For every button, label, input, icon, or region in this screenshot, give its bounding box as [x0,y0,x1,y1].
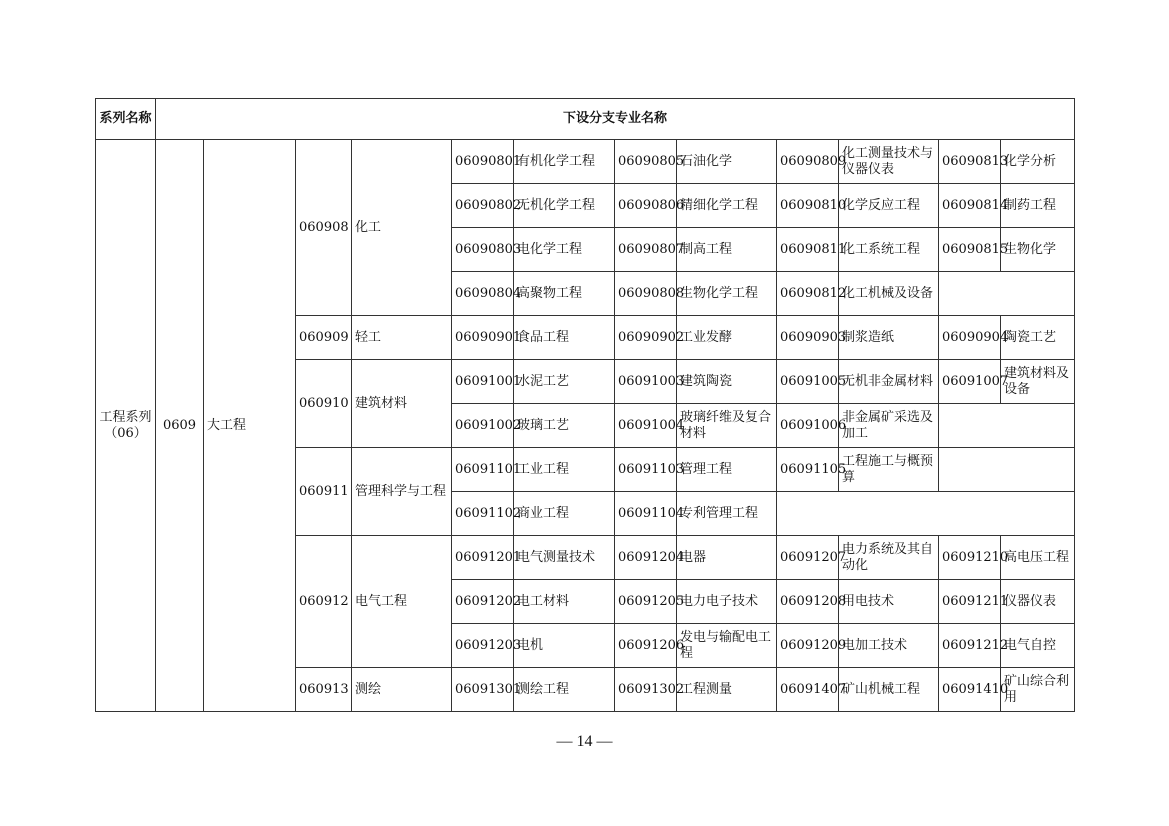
specialty-name-cell: 发电与输配电工程 [677,624,777,668]
specialty-code-cell: 06090801 [452,140,514,184]
specialty-code-cell: 06091212 [939,624,1001,668]
specialty-code-cell: 06090815 [939,228,1001,272]
specialty-name-cell: 电气自控 [1001,624,1075,668]
specialty-name-cell: 高电压工程 [1001,536,1075,580]
specialty-name-cell: 石油化学 [677,140,777,184]
specialty-code-cell: 06091302 [615,668,677,712]
specialty-name-cell: 生物化学工程 [677,272,777,316]
specialty-name-cell: 电力系统及其自动化 [839,536,939,580]
series-code-cell: 0609 [156,140,204,712]
specialty-name-cell: 精细化学工程 [677,184,777,228]
specialty-code-cell: 06091105 [777,448,839,492]
specialty-name-cell: 陶瓷工艺 [1001,316,1075,360]
specialty-code-cell: 06091206 [615,624,677,668]
specialty-name-cell: 化学分析 [1001,140,1075,184]
specialty-name-cell: 玻璃纤维及复合材料 [677,404,777,448]
specialty-code-cell: 06090812 [777,272,839,316]
specialty-code-cell: 06091209 [777,624,839,668]
specialty-name-cell: 工业工程 [514,448,615,492]
specialty-name-cell: 用电技术 [839,580,939,624]
specialty-name-cell: 无机非金属材料 [839,360,939,404]
specialty-code-cell: 06091005 [777,360,839,404]
specialty-name-cell: 商业工程 [514,492,615,536]
series-category-cell: 大工程 [204,140,296,712]
specialty-name-cell: 电机 [514,624,615,668]
specialty-code-cell: 06090809 [777,140,839,184]
header-series-name: 系列名称 [96,99,156,140]
specialty-code-cell: 06090904 [939,316,1001,360]
specialty-code-cell: 06091102 [452,492,514,536]
specialty-code-cell: 06091104 [615,492,677,536]
specialty-name-cell: 水泥工艺 [514,360,615,404]
series-name-cell: 工程系列（06） [96,140,156,712]
table-header-row [96,99,1075,140]
specialty-name-cell: 仪器仪表 [1001,580,1075,624]
specialty-code-cell: 06091301 [452,668,514,712]
specialty-name-cell: 专利管理工程 [677,492,777,536]
specialty-name-cell: 玻璃工艺 [514,404,615,448]
specialty-code-cell: 06091004 [615,404,677,448]
specialty-code-cell: 06091205 [615,580,677,624]
specialty-name-cell: 工程测量 [677,668,777,712]
specialty-name-cell: 化工系统工程 [839,228,939,272]
specialty-name-cell: 食品工程 [514,316,615,360]
specialty-name-cell: 制药工程 [1001,184,1075,228]
specialty-code-cell: 06090901 [452,316,514,360]
specialty-code-cell: 06091210 [939,536,1001,580]
group-name-cell: 电气工程 [352,536,452,668]
specialty-code-cell: 06091204 [615,536,677,580]
specialty-code-cell: 06091101 [452,448,514,492]
group-code-cell: 060910 [296,360,352,448]
specialty-name-cell: 有机化学工程 [514,140,615,184]
specialty-code-cell: 06090810 [777,184,839,228]
group-name-cell: 化工 [352,140,452,316]
header-sub-specialty-name: 下设分支专业名称 [156,99,1075,140]
specialty-code-cell: 06091203 [452,624,514,668]
specialty-name-cell: 非金属矿采选及加工 [839,404,939,448]
specialty-code-cell: 06091208 [777,580,839,624]
group-code-cell: 060908 [296,140,352,316]
specialty-name-cell: 矿山综合利用 [1001,668,1075,712]
specialty-name-cell: 工业发酵 [677,316,777,360]
specialty-code-cell: 06090808 [615,272,677,316]
specialty-name-cell: 电力电子技术 [677,580,777,624]
specialty-code-cell: 06091207 [777,536,839,580]
group-code-cell: 060913 [296,668,352,712]
specialty-name-cell: 矿山机械工程 [839,668,939,712]
specialty-name-cell: 化工机械及设备 [839,272,939,316]
specialty-code-cell: 06090813 [939,140,1001,184]
specialty-code-cell: 06090814 [939,184,1001,228]
specialty-name-cell: 化学反应工程 [839,184,939,228]
specialty-code-cell: 06091407 [777,668,839,712]
specialty-code-cell: 06090803 [452,228,514,272]
specialty-code-cell: 06091202 [452,580,514,624]
specialty-code-cell: 06091006 [777,404,839,448]
group-code-cell: 060911 [296,448,352,536]
group-name-cell: 测绘 [352,668,452,712]
specialty-name-cell: 化工测量技术与仪器仪表 [839,140,939,184]
specialty-name-cell: 建筑材料及设备 [1001,360,1075,404]
specialty-code-cell: 06091003 [615,360,677,404]
specialty-name-cell: 生物化学 [1001,228,1075,272]
specialty-name-cell: 管理工程 [677,448,777,492]
specialty-name-cell: 测绘工程 [514,668,615,712]
specialty-name-cell: 电加工技术 [839,624,939,668]
specialty-code-cell: 06090802 [452,184,514,228]
empty-cell [939,272,1075,316]
specialty-name-cell: 电化学工程 [514,228,615,272]
specialty-code-cell: 06091007 [939,360,1001,404]
specialty-name-cell: 制浆造纸 [839,316,939,360]
specialty-code-cell: 06091410 [939,668,1001,712]
specialty-code-cell: 06091001 [452,360,514,404]
specialty-table [95,98,1075,712]
table-body [96,140,1075,712]
page-number: — 14 — [556,733,613,750]
specialty-code-cell: 06091103 [615,448,677,492]
empty-cell [939,448,1075,492]
specialty-code-cell: 06090811 [777,228,839,272]
specialty-code-cell: 06091201 [452,536,514,580]
specialty-name-cell: 电气测量技术 [514,536,615,580]
group-code-cell: 060909 [296,316,352,360]
specialty-name-cell: 高聚物工程 [514,272,615,316]
specialty-code-cell: 06090807 [615,228,677,272]
empty-cell [777,492,1075,536]
specialty-code-cell: 06090806 [615,184,677,228]
specialty-code-cell: 06090804 [452,272,514,316]
specialty-code-cell: 06091211 [939,580,1001,624]
specialty-code-cell: 06091002 [452,404,514,448]
specialty-code-cell: 06090805 [615,140,677,184]
specialty-name-cell: 无机化学工程 [514,184,615,228]
specialty-name-cell: 工程施工与概预算 [839,448,939,492]
specialty-name-cell: 电工材料 [514,580,615,624]
group-name-cell: 建筑材料 [352,360,452,448]
specialty-name-cell: 制高工程 [677,228,777,272]
specialty-code-cell: 06090903 [777,316,839,360]
group-code-cell: 060912 [296,536,352,668]
table-row [96,140,1075,184]
specialty-name-cell: 电器 [677,536,777,580]
group-name-cell: 管理科学与工程 [352,448,452,536]
empty-cell [939,404,1075,448]
group-name-cell: 轻工 [352,316,452,360]
specialty-name-cell: 建筑陶瓷 [677,360,777,404]
specialty-code-cell: 06090902 [615,316,677,360]
